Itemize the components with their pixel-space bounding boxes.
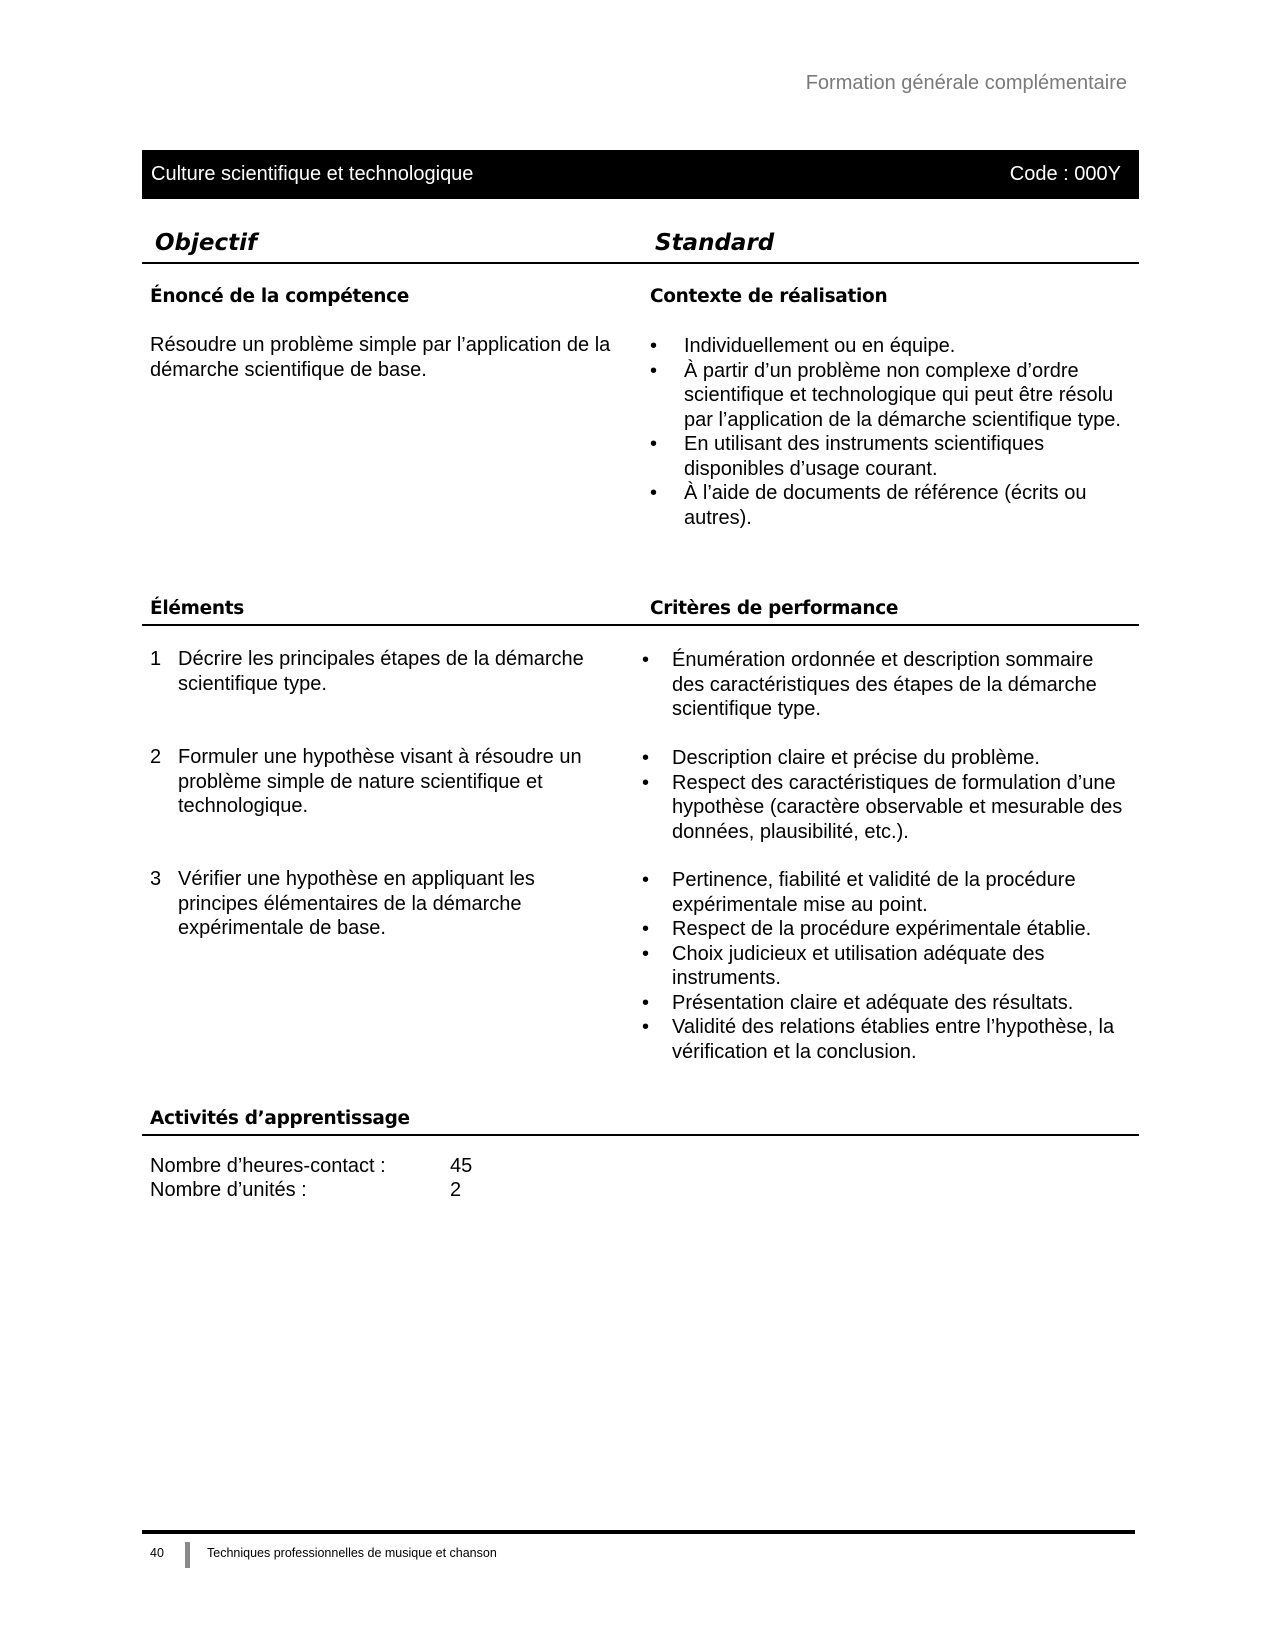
running-header: Formation générale complémentaire	[805, 72, 1127, 94]
element-number: 2	[150, 746, 162, 768]
element-text: Décrire les principales étapes de la démarche scientifique type.	[178, 648, 584, 695]
enonce-heading: Énoncé de la compétence	[150, 286, 410, 307]
element-number: 3	[150, 868, 162, 890]
hours-block	[150, 1155, 472, 1202]
list-item: • Choix judicieux et utilisation adéquate des instruments.	[672, 942, 1127, 991]
list-item: • Description claire et précise du problème.	[672, 746, 1127, 771]
list-item: • Énumération ordonnée et description sommaire des caractéristiques des étapes de la démarche scientifique type.	[672, 648, 1127, 722]
list-item: • À partir d’un problème non complexe d’ordre scientifique et technologique qui peut être résolu par l’application de la démarche scientifique type.	[680, 359, 1135, 433]
activites-rule	[142, 1134, 1139, 1136]
course-title-bar	[142, 150, 1139, 199]
element-text: Formuler une hypothèse visant à résoudre un problème simple de nature scientifique et technologique.	[178, 746, 582, 817]
element-item	[150, 867, 620, 941]
page-number: 40	[150, 1546, 164, 1560]
standard-heading: Standard	[655, 230, 775, 256]
elements-rule	[142, 624, 1139, 626]
program-title: Techniques professionnelles de musique et chanson	[207, 1546, 497, 1560]
list-item: • Pertinence, fiabilité et validité de la procédure expérimentale mise au point.	[672, 868, 1127, 917]
element-number: 1	[150, 648, 162, 670]
hours-label: Nombre d’heures-contact :	[150, 1155, 386, 1177]
column-header-rule	[142, 262, 1139, 264]
contexte-heading: Contexte de réalisation	[650, 286, 888, 307]
footer-divider	[185, 1542, 190, 1568]
list-item: • Validité des relations établies entre l’hypothèse, la vérification et la conclusion.	[672, 1015, 1127, 1064]
element-item	[150, 745, 620, 819]
criteres-group-2	[672, 746, 1127, 844]
list-item: • À l’aide de documents de référence (écrits ou autres).	[680, 481, 1135, 530]
elements-heading: Éléments	[150, 598, 244, 619]
list-item: • Présentation claire et adéquate des résultats.	[672, 991, 1127, 1016]
element-text: Vérifier une hypothèse en appliquant les principes élémentaires de la démarche expérimentale de base.	[178, 868, 535, 939]
course-code: Code : 000Y	[1009, 163, 1121, 185]
contexte-list	[680, 334, 1135, 530]
criteres-heading: Critères de performance	[650, 598, 899, 619]
list-item: • Respect des caractéristiques de formulation d’une hypothèse (caractère observable et mesurable des données, plausibilité, etc.).	[672, 771, 1127, 845]
activites-heading: Activités d’apprentissage	[150, 1108, 410, 1129]
criteres-group-1	[672, 648, 1127, 722]
units-label: Nombre d’unités :	[150, 1178, 307, 1201]
criteres-group-3	[672, 868, 1127, 1064]
list-item: • En utilisant des instruments scientifiques disponibles d’usage courant.	[680, 432, 1135, 481]
element-item	[150, 647, 620, 696]
footer-rule	[142, 1530, 1135, 1534]
list-item: • Respect de la procédure expérimentale établie.	[672, 917, 1127, 942]
units-value: 2	[450, 1178, 462, 1201]
list-item: • Individuellement ou en équipe.	[680, 334, 1135, 359]
hours-value: 45	[450, 1155, 473, 1177]
course-name: Culture scientifique et technologique	[151, 163, 474, 185]
enonce-text: Résoudre un problème simple par l’application de la démarche scientifique de base.	[150, 334, 611, 381]
objectif-heading: Objectif	[155, 230, 258, 256]
